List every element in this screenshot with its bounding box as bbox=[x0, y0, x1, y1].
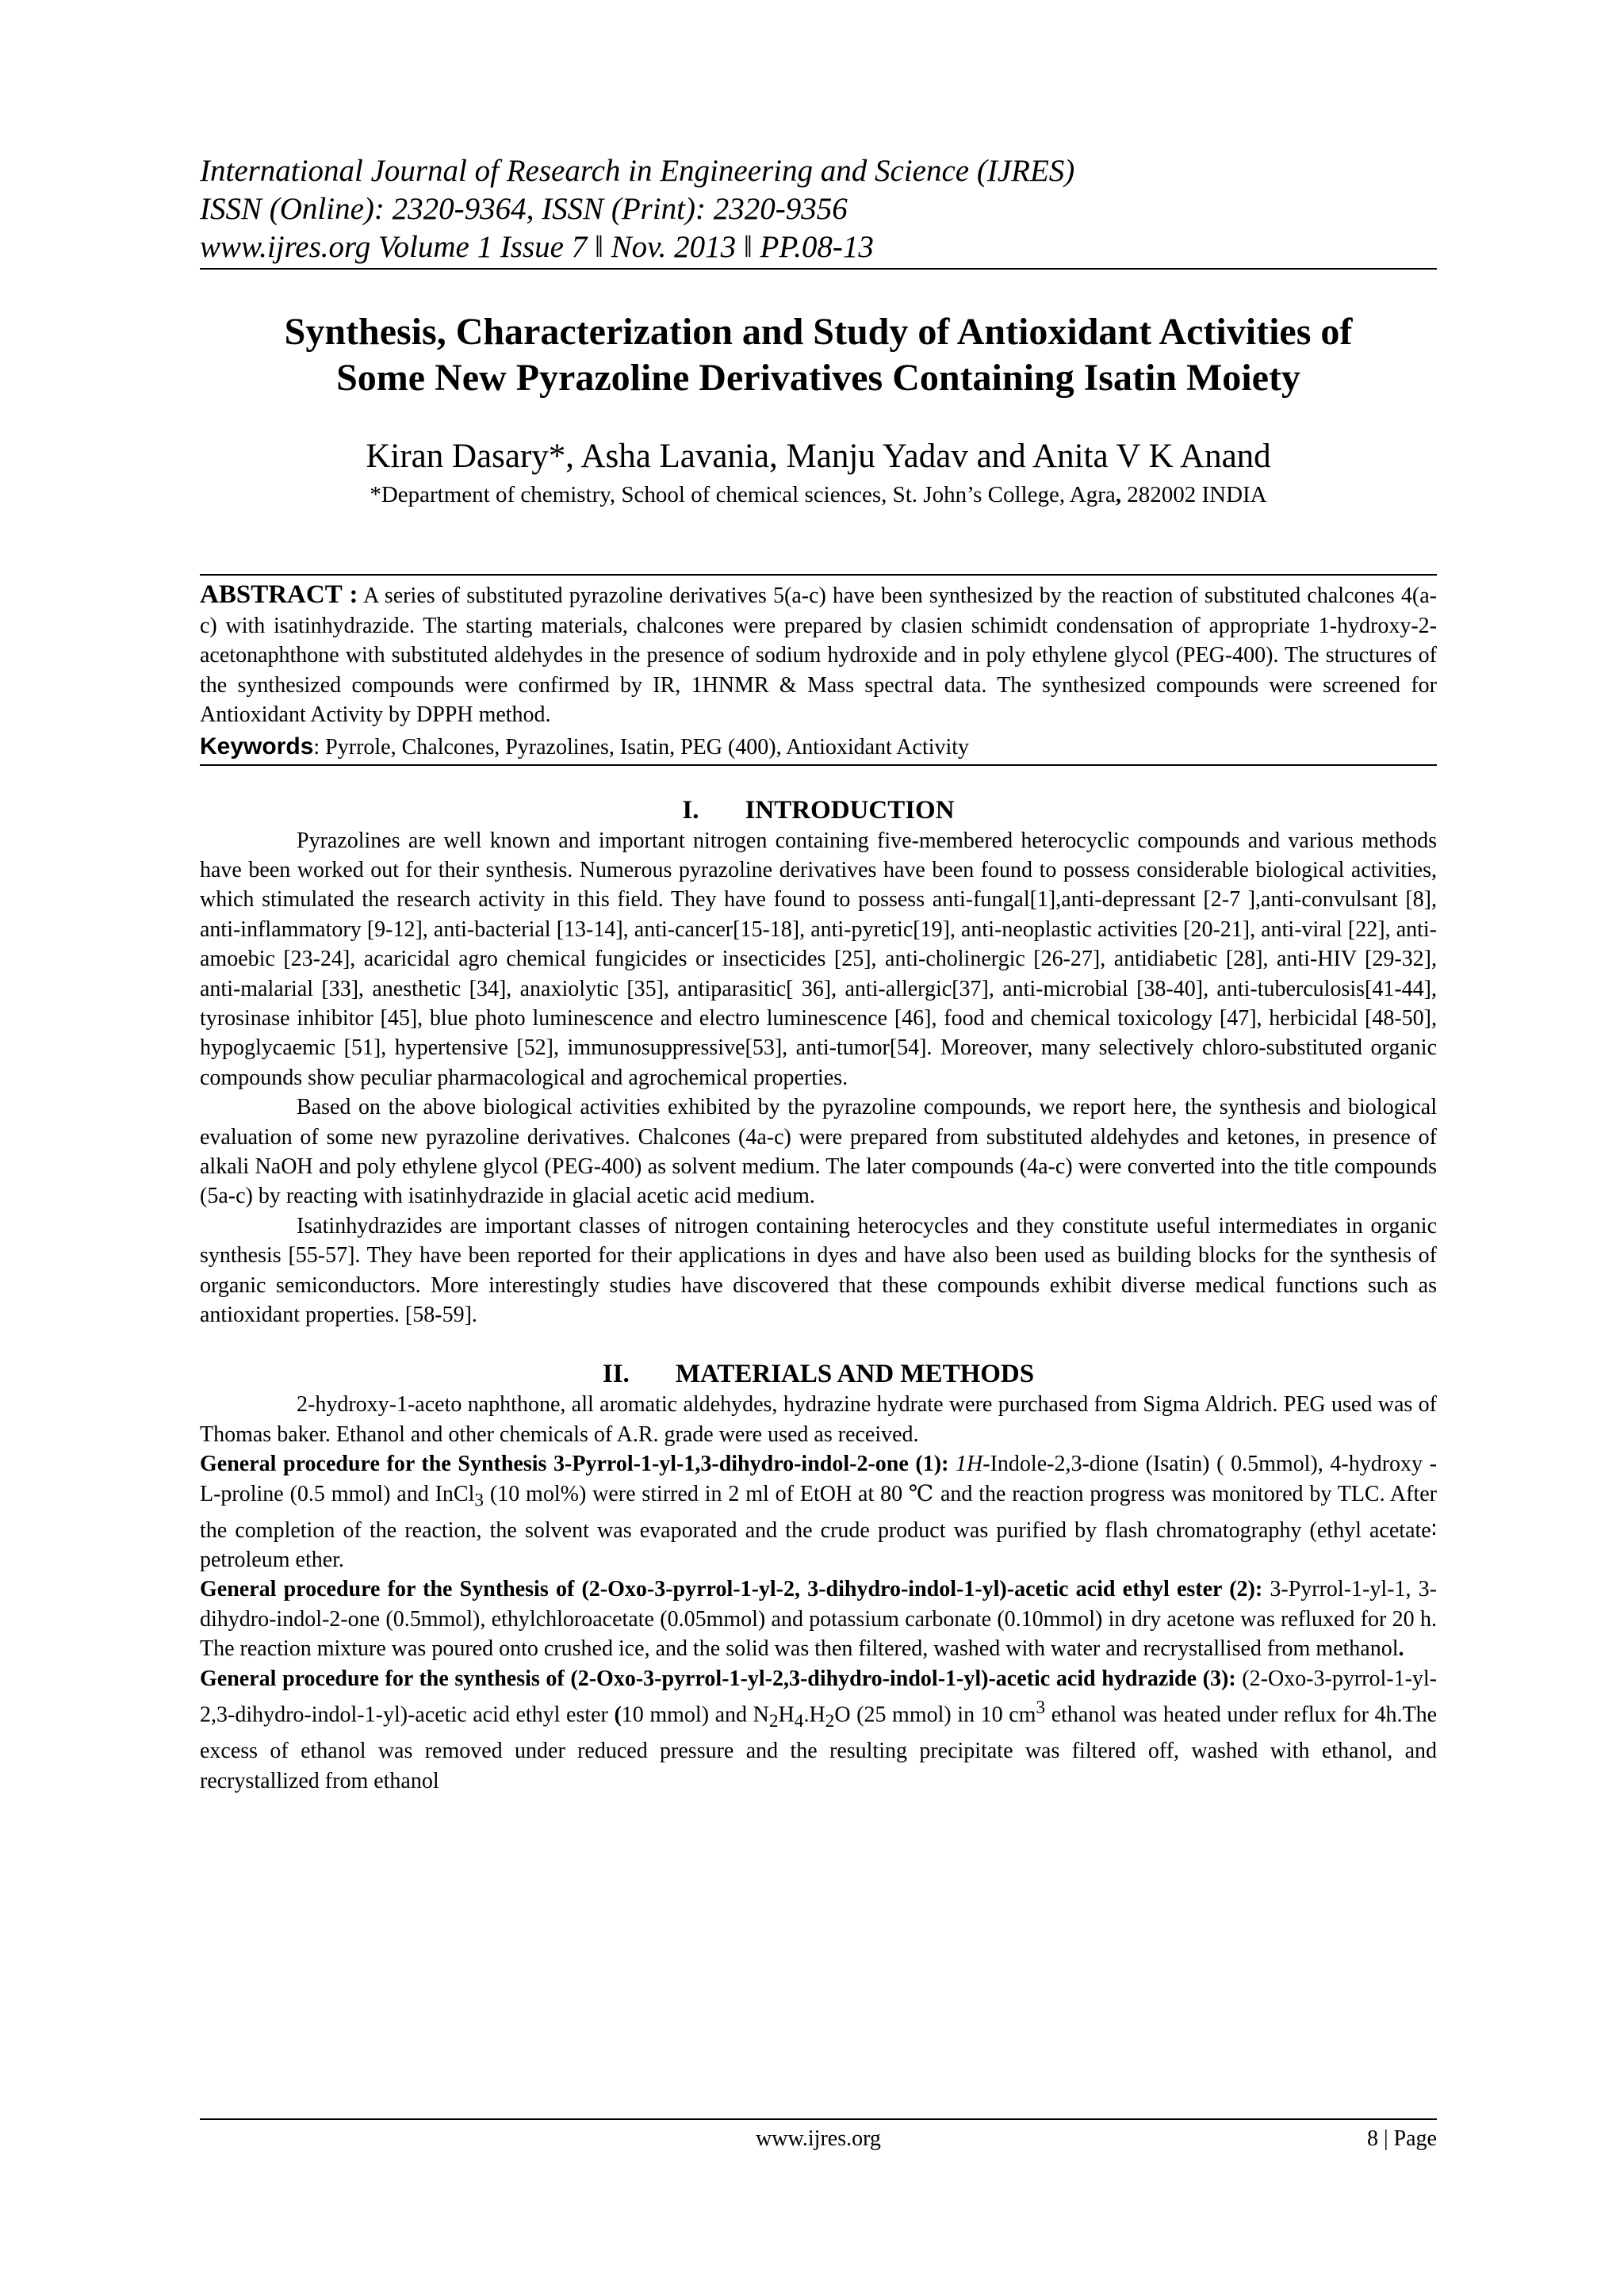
procedure-3-sub-1: 2 bbox=[768, 1710, 779, 1732]
procedure-1-text-a: -Indole-2,3-dione (Isatin) ( 0.5mmol), 4-hydroxy -L-proline (0.5 mmol) and InCl bbox=[200, 1452, 1437, 1506]
section-heading-methods bbox=[200, 1358, 1437, 1390]
footer-page-number: 8 | Page bbox=[1366, 2126, 1437, 2151]
affiliation-pin: 282002 INDIA bbox=[1120, 482, 1267, 507]
keywords-label: Keywords bbox=[200, 733, 314, 760]
procedure-3-text-e: O (25 mmol) in 10 cm bbox=[834, 1702, 1036, 1728]
journal-issn: ISSN (Online): 2320-9364, ISSN (Print): 2320-9356 bbox=[200, 192, 848, 226]
footer-site: www.ijres.org bbox=[756, 2126, 881, 2151]
procedure-3-sup: 3 bbox=[1036, 1697, 1046, 1719]
abstract-box bbox=[200, 574, 1437, 766]
authors: Kiran Dasary*, Asha Lavania, Manju Yadav and Anita V K Anand bbox=[366, 438, 1271, 475]
section-title: MATERIALS AND METHODS bbox=[675, 1360, 1035, 1389]
affiliation bbox=[200, 480, 1437, 509]
page-content bbox=[200, 152, 1437, 1796]
procedure-3-paren: ( bbox=[614, 1702, 622, 1728]
journal-header bbox=[200, 152, 1437, 270]
keywords-text: : Pyrrole, Chalcones, Pyrazolines, Isatin, PEG (400), Antioxidant Activity bbox=[313, 734, 970, 760]
procedure-1-italic: 1H bbox=[956, 1452, 983, 1477]
procedure-1-subscript: 3 bbox=[474, 1490, 485, 1511]
intro-paragraph-3: Isatinhydrazides are important classes of nitrogen containing heterocycles and they constitute useful intermediates in organic synthesis [55-57]. They have been reported for their applications in dyes and have also been used as building blocks for the synthesis of organic semiconductors. More interestingly studies have discovered that these compounds exhibit diverse medical functions such as antioxidant properties. [58-59]. bbox=[200, 1213, 1437, 1327]
procedure-3-sub-3: 2 bbox=[825, 1710, 835, 1732]
keywords bbox=[200, 732, 1437, 763]
procedure-1 bbox=[200, 1449, 1437, 1575]
procedure-2-text: 3-Pyrrol-1-yl-1, 3-dihydro-indol-2-one (0.5mmol), ethylchloroacetate (0.05mmol) and potassium carbonate (0.10mmol) in dry acetone was refluxed for 20 h. The reaction mixture was poured onto crushed ice, and the solid was then filtered, washed with water and recrystallised from methanol bbox=[200, 1577, 1438, 1662]
intro-paragraph-2: Based on the above biological activities exhibited by the pyrazoline compounds, we report here, the synthesis and biological evaluation of some new pyrazoline derivatives. Chalcones (4a-c) were prepared from substituted aldehydes and ketones, in presence of alkali NaOH and poly ethylene glycol (PEG-400) as solvent medium. The later compounds (4a-c) were converted into the title compounds (5a-c) by reacting with isatinhydrazide in glacial acetic acid medium. bbox=[200, 1095, 1437, 1209]
procedure-3 bbox=[200, 1664, 1437, 1797]
procedure-2-end: . bbox=[1398, 1636, 1404, 1662]
procedure-3-heading: General procedure for the synthesis of (2-Oxo-3-pyrrol-1-yl-2,3-dihydro-indol-1-yl)-acetic acid hydrazide (3): bbox=[200, 1666, 1236, 1691]
journal-volume: www.ijres.org Volume 1 Issue 7 ǁ Nov. 2013 ǁ PP.08-13 bbox=[200, 230, 874, 264]
intro-paragraph-1: Pyrazolines are well known and important nitrogen containing five-membered heterocyclic compounds and various methods have been worked out for their synthesis. Numerous pyrazoline derivatives have been found to possess considerable biological activities, which stimulated the research activity in this field. They have found to possess anti-fungal[1],anti-depressant [2-7 ],anti-convulsant [8], anti-inflammatory [9-12], anti-bacterial [13-14], anti-cancer[15-18], anti-pyretic[19], anti-neoplastic activities [20-21], anti-viral [22], anti-amoebic [23-24], acaricidal agro chemical fungicides or insecticides [25], anti-cholinergic [26-27], antidiabetic [28], anti-HIV [29-32], anti-malarial [33], anesthetic [34], anaxiolytic [35], antiparasitic[ 36], anti-allergic[37], anti-microbial [38-40], anti-tuberculosis[41-44], tyrosinase inhibitor [45], blue photo luminescence and electro luminescence [46], food and chemical toxicology [47], herbicidal [48-50], hypoglycaemic [51], hypertensive [52], immunosuppressive[53], anti-tumor[54]. Moreover, many selectively chloro-substituted organic compounds show peculiar pharmacological and agrochemical properties. bbox=[200, 828, 1437, 1090]
methods-paragraph-1: 2-hydroxy-1-aceto naphthone, all aromatic aldehydes, hydrazine hydrate were purchased from Sigma Aldrich. PEG used was of Thomas baker. Ethanol and other chemicals of A.R. grade were used as received. bbox=[200, 1392, 1437, 1447]
section-number: II. bbox=[602, 1360, 630, 1389]
abstract bbox=[200, 580, 1437, 730]
abstract-text: A series of substituted pyrazoline derivatives 5(a-c) have been synthesized by the reaction of substituted chalcones 4(a-c) with isatinhydrazide. The starting materials, chalcones were prepared by clasien schimidt condensation of appropriate 1-hydroxy-2-acetonaphthone with substituted aldehydes in the presence of sodium hydroxide and in poly ethylene glycol (PEG-400). The structures of the synthesized compounds were confirmed by IR, 1HNMR & Mass spectral data. The synthesized compounds were screened for Antioxidant Activity by DPPH method. bbox=[200, 584, 1437, 727]
header-rule bbox=[200, 268, 1437, 270]
procedure-1-text-b: (10 mol%) were stirred in 2 ml of EtOH at 80 ℃ and the reaction progress was monitored by TLC. After the completion of the reaction, the solvent was evaporated and the crude product was purified by flash chromatography (ethyl acetate∶ petroleum ether. bbox=[200, 1481, 1437, 1573]
section-title: INTRODUCTION bbox=[745, 795, 955, 825]
procedure-3-text-c: H bbox=[778, 1702, 795, 1728]
procedure-3-text-f: ethanol was heated under reflux for 4h.The excess of ethanol was removed under reduced pressure and the resulting precipitate was filtered off, washed with ethanol, and recrystallized from ethanol bbox=[200, 1702, 1438, 1793]
procedure-2-heading: General procedure for the Synthesis of (2-Oxo-3-pyrrol-1-yl-2, 3-dihydro-indol-1-yl)-acetic acid ethyl ester (2): bbox=[200, 1577, 1263, 1602]
procedure-3-text-d: .H bbox=[803, 1702, 825, 1728]
paper-title-line-2: Some New Pyrazoline Derivatives Containing Isatin Moiety bbox=[336, 357, 1300, 399]
procedure-2 bbox=[200, 1575, 1437, 1663]
procedure-3-text-a: (2-Oxo-3-pyrrol-1-yl-2,3-dihydro-indol-1-yl)-acetic acid ethyl ester bbox=[200, 1666, 1438, 1728]
paper-title bbox=[200, 309, 1437, 401]
section-number: I. bbox=[682, 795, 699, 825]
abstract-label: ABSTRACT : bbox=[200, 580, 358, 609]
affiliation-separator: , bbox=[1115, 482, 1121, 507]
paper-title-line-1: Synthesis, Characterization and Study of Antioxidant Activities of bbox=[284, 311, 1353, 353]
procedure-3-text-b: 10 mmol) and N bbox=[621, 1702, 769, 1728]
section-heading-introduction bbox=[200, 794, 1437, 826]
affiliation-text: *Department of chemistry, School of chemical sciences, St. John’s College, Agra bbox=[370, 482, 1116, 507]
page-footer bbox=[200, 2118, 1437, 2153]
journal-name: International Journal of Research in Engineering and Science (IJRES) bbox=[200, 154, 1075, 188]
procedure-1-heading: General procedure for the Synthesis 3-Pyrrol-1-yl-1,3-dihydro-indol-2-one (1): bbox=[200, 1452, 949, 1477]
procedure-3-sub-2: 4 bbox=[794, 1710, 804, 1732]
